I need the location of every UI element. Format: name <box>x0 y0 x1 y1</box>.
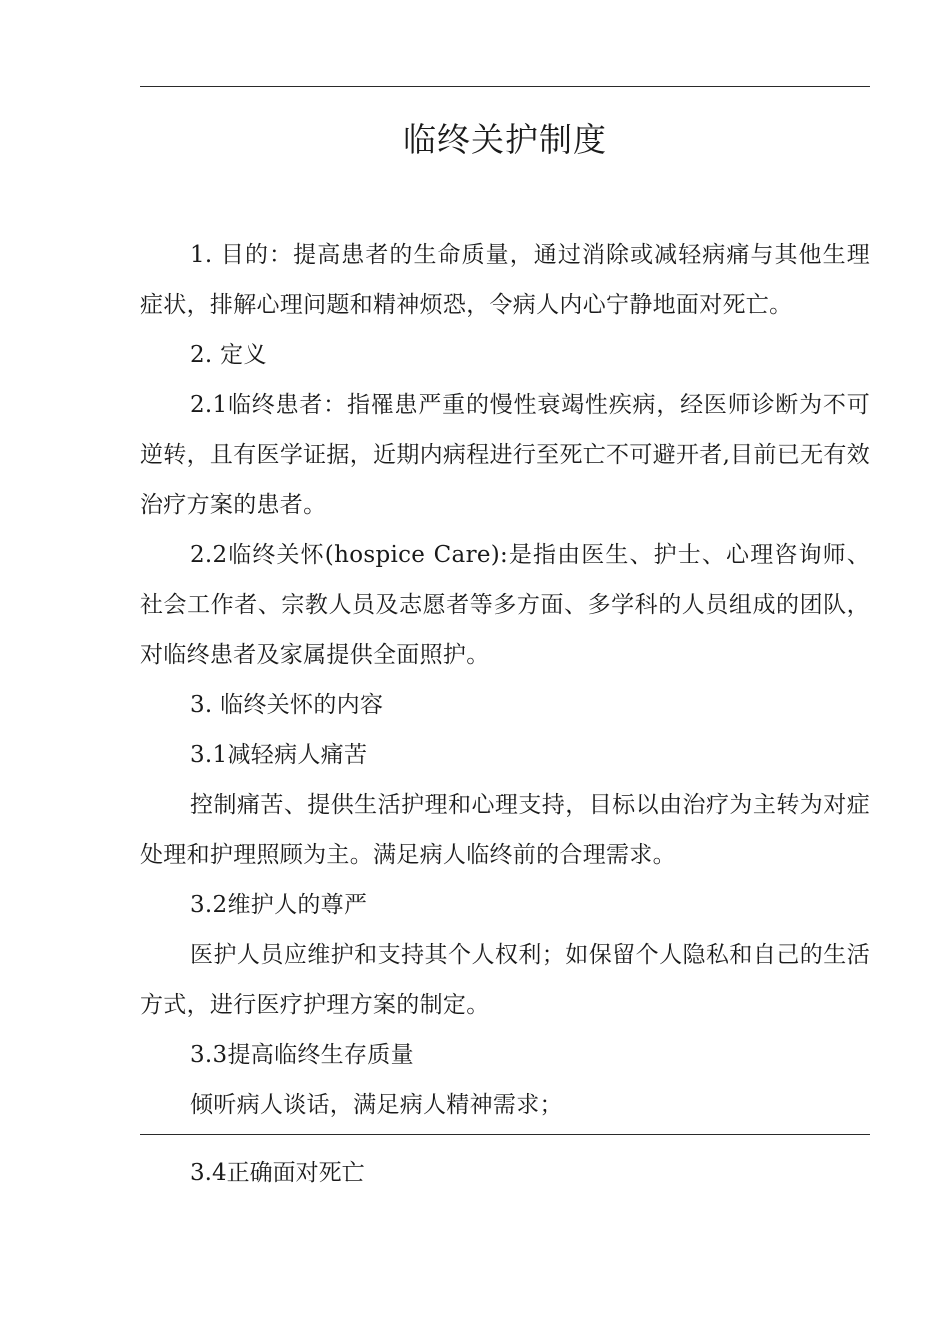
heading-relieve-pain: 3.1减轻病人痛苦 <box>190 742 368 768</box>
heading-hospice-content: 3. 临终关怀的内容 <box>190 692 384 718</box>
heading-dignity: 3.2维护人的尊严 <box>190 892 368 918</box>
heading-definition: 2. 定义 <box>190 342 267 368</box>
footer-rule <box>140 1134 870 1135</box>
paragraph-dignity: 医护人员应维护和支持其个人权利；如保留个人隐私和自己的生活方式，进行医疗护理方案的制定。 <box>140 942 870 1018</box>
paragraph-quality-of-life: 倾听病人谈话，满足病人精神需求； <box>190 1092 563 1118</box>
paragraph-purpose: 1. 目的：提高患者的生命质量，通过消除或减轻病痛与其他生理症状，排解心理问题和精神烦恐，令病人内心宁静地面对死亡。 <box>140 242 870 318</box>
paragraph-terminal-patient: 2.1临终患者：指罹患严重的慢性衰竭性疾病，经医师诊断为不可逆转，且有医学证据，近期内病程进行至死亡不可避开者,目前已无有效治疗方案的患者。 <box>140 392 870 518</box>
paragraph-hospice-care: 2.2临终关怀(hospice Care):是指由医生、护士、心理咨询师、社会工作者、宗教人员及志愿者等多方面、多学科的人员组成的团队，对临终患者及家属提供全面照护。 <box>140 542 870 668</box>
paragraph-relieve-pain: 控制痛苦、提供生活护理和心理支持，目标以由治疗为主转为对症处理和护理照顾为主。满足病人临终前的合理需求。 <box>140 792 870 868</box>
header-rule <box>140 86 870 87</box>
document-body <box>140 230 870 1130</box>
heading-face-death: 3.4正确面对死亡 <box>190 1160 365 1186</box>
document-title: 临终关护制度 <box>403 120 607 159</box>
heading-quality-of-life: 3.3提高临终生存质量 <box>190 1042 414 1068</box>
